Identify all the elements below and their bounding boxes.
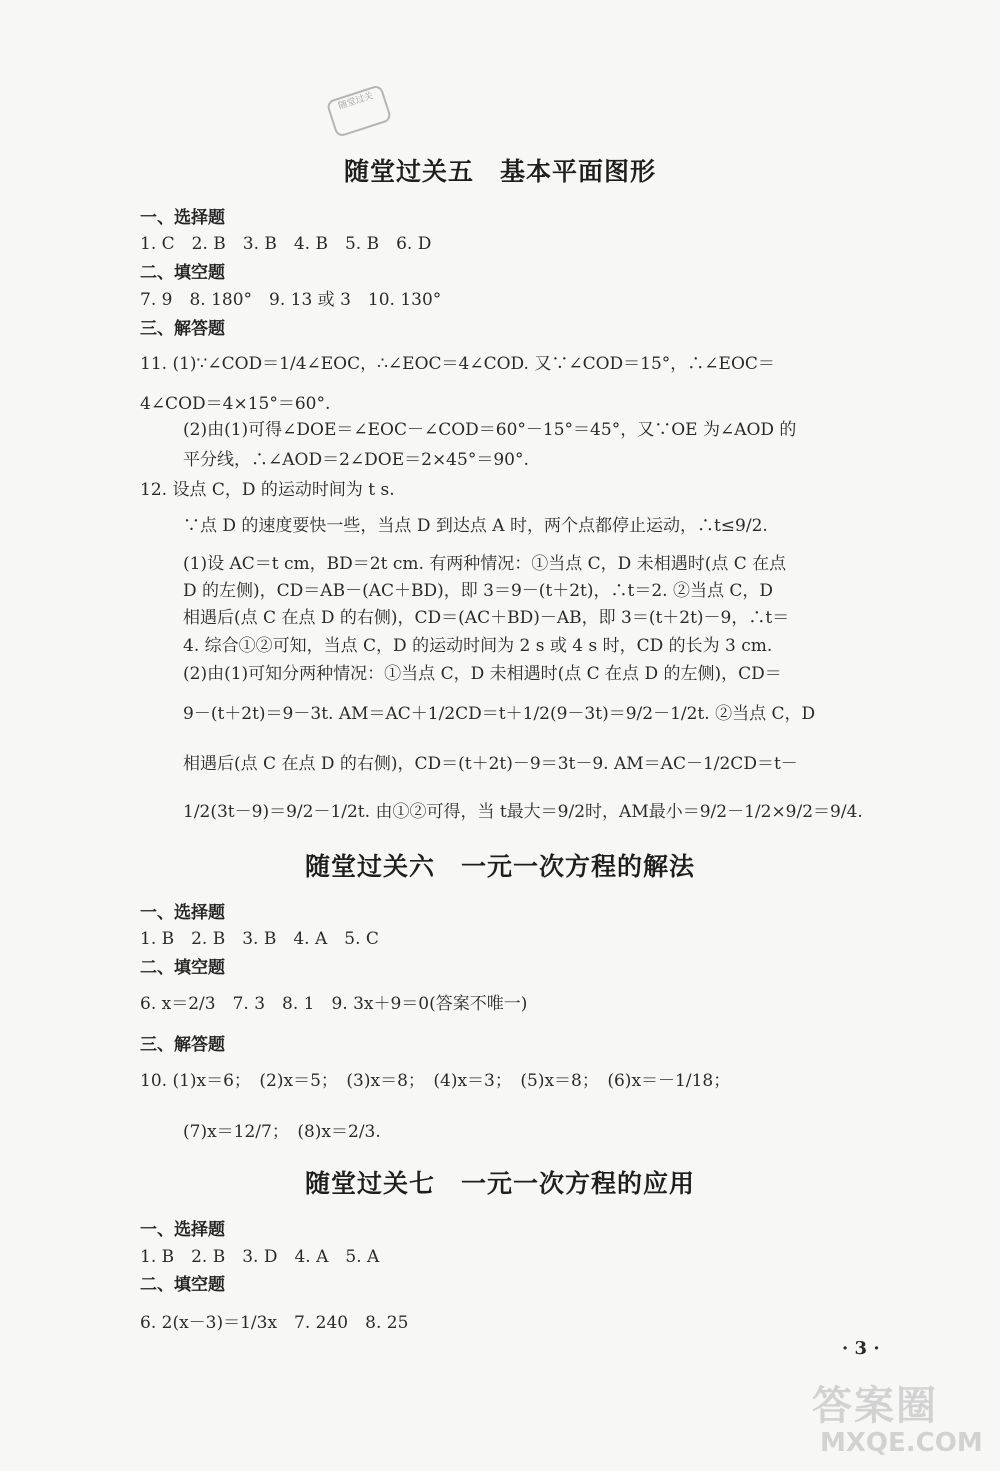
solution-line: 12. 设点 C，D 的运动时间为 t s. — [140, 480, 395, 500]
solution-line: (2)由(1)可知分两种情况：①当点 C，D 未相遇时(点 C 在点 D 的左侧)，CD＝ — [183, 664, 782, 684]
answers-choice-7: 1. B 2. B 3. D 4. A 5. A — [140, 1247, 380, 1267]
solution-line: (2)由(1)可得∠DOE＝∠EOC－∠COD＝60°－15°＝45°，又∵OE 为∠AOD 的 — [183, 420, 797, 440]
stamp-logo: 随堂过关 — [326, 84, 393, 138]
heading-fill-5: 二、填空题 — [140, 263, 225, 283]
heading-solve-6: 三、解答题 — [140, 1035, 225, 1055]
answers-fill-6: 6. x＝2/3 7. 3 8. 1 9. 3x＋9＝0(答案不唯一) — [140, 994, 528, 1014]
solution-line: 1/2(3t－9)＝9/2－1/2t. 由①②可得，当 t最大＝9/2时，AM最小＝9/2－1/2×9/2＝9/4. — [183, 802, 863, 822]
watermark-logo: 答案圈 MXQE.COM — [812, 1383, 983, 1458]
answers-choice-6: 1. B 2. B 3. B 4. A 5. C — [140, 929, 379, 949]
solution-line: 4. 综合①②可知，当点 C，D 的运动时间为 2 s 或 4 s 时，CD 的长为 3 cm. — [183, 636, 773, 656]
heading-fill-6: 二、填空题 — [140, 958, 225, 978]
solution-line: (1)设 AC＝t cm，BD＝2t cm. 有两种情况：①当点 C，D 未相遇时(点 C 在点 — [183, 554, 787, 574]
solution-line: 4∠COD＝4×15°＝60°. — [140, 394, 331, 414]
solution-line: (7)x＝12/7； (8)x＝2/3. — [183, 1122, 381, 1142]
answers-fill-7: 6. 2(x－3)＝1/3x 7. 240 8. 25 — [140, 1313, 409, 1333]
solution-line: 相遇后(点 C 在点 D 的右侧)，CD＝(AC＋BD)－AB，即 3＝(t＋2t)－9，∴t＝ — [183, 608, 790, 628]
heading-choice-7: 一、选择题 — [140, 1220, 225, 1240]
solution-line: 10. (1)x＝6； (2)x＝5； (3)x＝8； (4)x＝3； (5)x＝8； (6)x＝－1/18； — [140, 1071, 731, 1091]
answers-fill-5: 7. 9 8. 180° 9. 13 或 3 10. 130° — [140, 290, 442, 310]
heading-fill-7: 二、填空题 — [140, 1275, 225, 1295]
solution-line: 平分线，∴∠AOD＝2∠DOE＝2×45°＝90°. — [183, 450, 529, 470]
solution-line: ∵点 D 的速度要快一些，当点 D 到达点 A 时，两个点都停止运动，∴t≤9/2. — [183, 516, 768, 536]
solution-line: D 的左侧)，CD＝AB－(AC＋BD)，即 3＝9－(t＋2t)，∴t＝2. ②当点 C，D — [183, 581, 774, 601]
solution-line: 相遇后(点 C 在点 D 的右侧)，CD＝(t＋2t)－9＝3t－9. AM＝AC－1/2CD＝t－ — [183, 754, 798, 774]
section-title-6: 随堂过关六 一元一次方程的解法 — [304, 852, 695, 881]
heading-choice-6: 一、选择题 — [140, 903, 225, 923]
solution-line: 11. (1)∵∠COD＝1/4∠EOC，∴∠EOC＝4∠COD. 又∵∠COD＝15°，∴∠EOC＝ — [140, 354, 775, 374]
answers-choice-5: 1. C 2. B 3. B 4. B 5. B 6. D — [140, 234, 432, 254]
section-title-5: 随堂过关五 基本平面图形 — [343, 157, 656, 186]
section-title-7: 随堂过关七 一元一次方程的应用 — [304, 1169, 695, 1198]
heading-solve-5: 三、解答题 — [140, 319, 225, 339]
heading-choice-5: 一、选择题 — [140, 208, 225, 228]
page-number: · 3 · — [842, 1338, 880, 1359]
solution-line: 9－(t＋2t)＝9－3t. AM＝AC＋1/2CD＝t＋1/2(9－3t)＝9/2－1/2t. ②当点 C，D — [183, 704, 816, 724]
